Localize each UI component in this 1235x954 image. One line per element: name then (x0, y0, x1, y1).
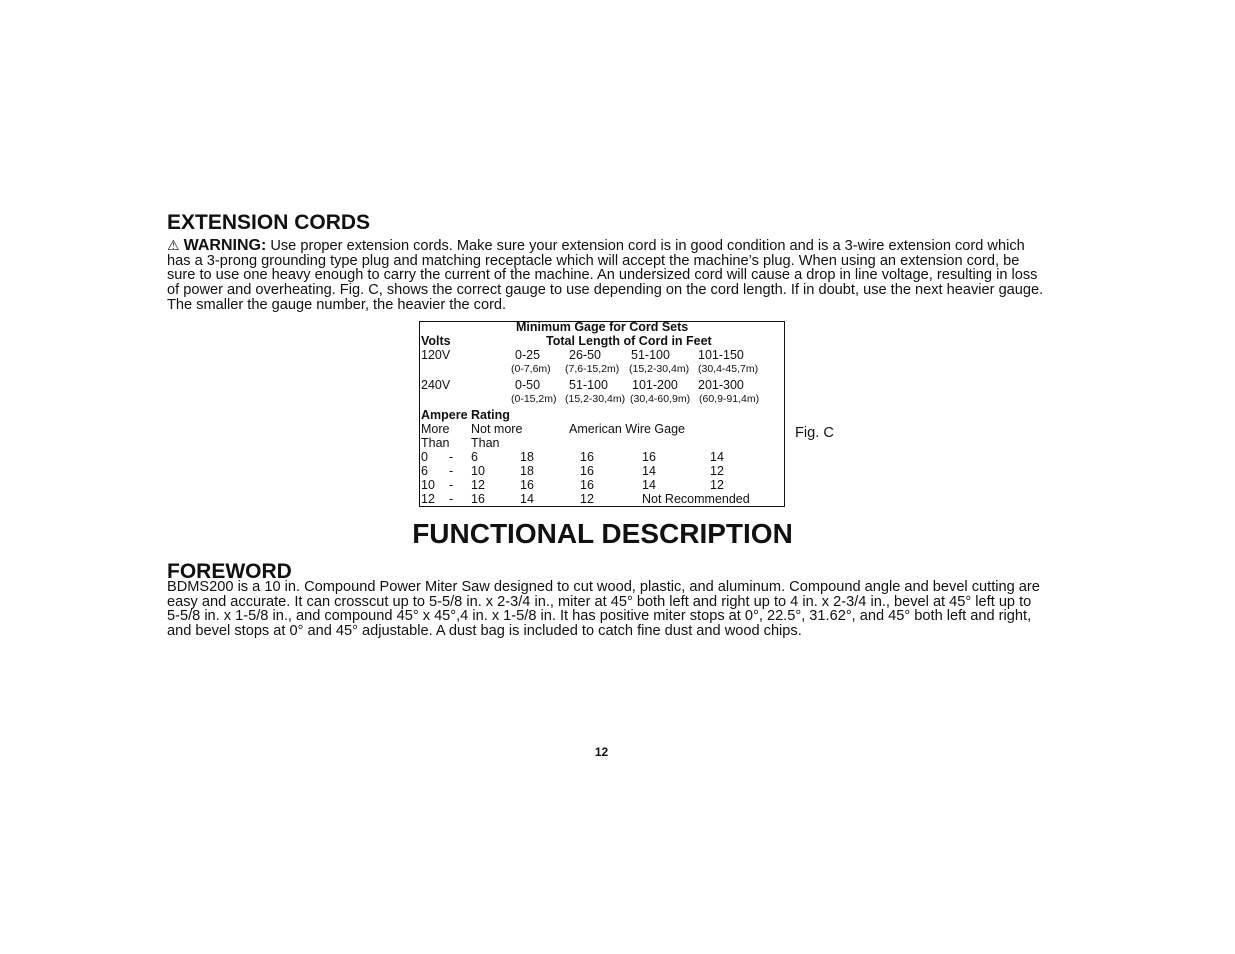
than-label: Than (421, 436, 450, 450)
gauge-cell: Not Recommended (642, 492, 750, 506)
than-label: Than (471, 436, 500, 450)
gauge-cell: 14 (520, 492, 534, 506)
amp-dash: - (449, 464, 454, 478)
range-cell: 51-100 (631, 348, 670, 362)
gauge-cell: 18 (520, 464, 534, 478)
metric-cell: (15,2-30,4m) (629, 363, 690, 375)
volts-cell: 240V (421, 378, 451, 392)
gauge-cell: 16 (580, 478, 594, 492)
amp-from: 0 (421, 450, 428, 464)
range-cell: 51-100 (569, 378, 608, 392)
metric-cell: (7,6-15,2m) (565, 363, 620, 375)
amp-to: 10 (471, 464, 485, 478)
gauge-cell: 14 (642, 464, 656, 478)
metric-cell: (0-15,2m) (511, 393, 557, 405)
gauge-cell: 14 (642, 478, 656, 492)
length-header: Total Length of Cord in Feet (546, 334, 712, 348)
foreword-heading: FOREWORD (167, 560, 292, 583)
table-title: Minimum Gage for Cord Sets (516, 320, 689, 334)
range-cell: 26-50 (569, 348, 601, 362)
gauge-cell: 16 (642, 450, 656, 464)
gauge-cell: 18 (520, 450, 534, 464)
amp-from: 10 (421, 478, 435, 492)
range-cell: 101-150 (698, 348, 744, 362)
amp-dash: - (449, 450, 454, 464)
volts-header: Volts (421, 334, 451, 348)
range-cell: 0-50 (515, 378, 541, 392)
page-number: 12 (594, 745, 609, 759)
amp-from: 12 (421, 492, 435, 506)
gauge-cell: 16 (580, 464, 594, 478)
foreword-paragraph: BDMS200 is a 10 in. Compound Power Miter Saw designed to cut wood, plastic, and aluminum. Compound angle and bevel cutting are easy and accurate. It can crosscut up to 5-5/8 in. x 2-3/4 in., miter at 45° both left and right up to 4 in. x 2-3/4 in., bevel at 45° left up to 5-5/8 in. x 1-5/8 in., and compound 45° x 45°,4 in. x 1-5/8 in. It has positive miter stops at 0°, 22.5°, 31.62°, and 45° both left and right, and bevel stops at 0° and 45° adjustable. A dust bag is included to catch fine dust and wood chips. (167, 579, 1040, 640)
amp-to: 16 (471, 492, 485, 506)
extension-cords-heading: EXTENSION CORDS (167, 211, 371, 234)
functional-description-heading: FUNCTIONAL DESCRIPTION (412, 518, 793, 549)
metric-cell: (15,2-30,4m) (565, 393, 626, 405)
ampere-header: Ampere Rating (421, 408, 510, 422)
metric-cell: (30,4-45,7m) (698, 363, 759, 375)
gauge-cell: 12 (710, 464, 724, 478)
gauge-cell: 12 (710, 478, 724, 492)
amp-to: 12 (471, 478, 485, 492)
warning-triangle-icon: ⚠ (167, 237, 180, 253)
metric-cell: (60,9-91,4m) (699, 393, 760, 405)
warning-text: Use proper extension cords. Make sure your extension cord is in good condition and is a 3-wire extension cord which has a 3-prong grounding type plug and matching receptacle which will accept the machine’s plug. When using an extension cord, be sure to use one heavy enough to carry the current of the machine. An undersized cord will cause a drop in line voltage, resulting in loss of power and overheating. Fig. C, shows the correct gauge to use depending on the cord length. If in doubt, use the next heavier gauge. The smaller the gauge number, the heavier the cord. (167, 238, 1044, 313)
amp-from: 6 (421, 464, 428, 478)
gauge-cell: 12 (580, 492, 594, 506)
amp-dash: - (449, 492, 454, 506)
metric-cell: (30,4-60,9m) (630, 393, 691, 405)
fig-c-label: Fig. C (795, 425, 834, 441)
metric-cell: (0-7,6m) (511, 363, 551, 375)
awg-label: American Wire Gage (569, 422, 686, 436)
volts-cell: 120V (421, 348, 451, 362)
more-label: More (421, 422, 450, 436)
warning-label: WARNING: (183, 237, 267, 254)
gauge-cell: 16 (520, 478, 534, 492)
amp-dash: - (449, 478, 454, 492)
gauge-cell: 14 (710, 450, 724, 464)
range-cell: 201-300 (698, 378, 744, 392)
range-cell: 101-200 (632, 378, 678, 392)
gauge-cell: 16 (580, 450, 594, 464)
warning-paragraph (167, 238, 1047, 313)
not-more-label: Not more (471, 422, 523, 436)
amp-to: 6 (471, 450, 478, 464)
range-cell: 0-25 (515, 348, 541, 362)
gauge-table (419, 321, 785, 507)
